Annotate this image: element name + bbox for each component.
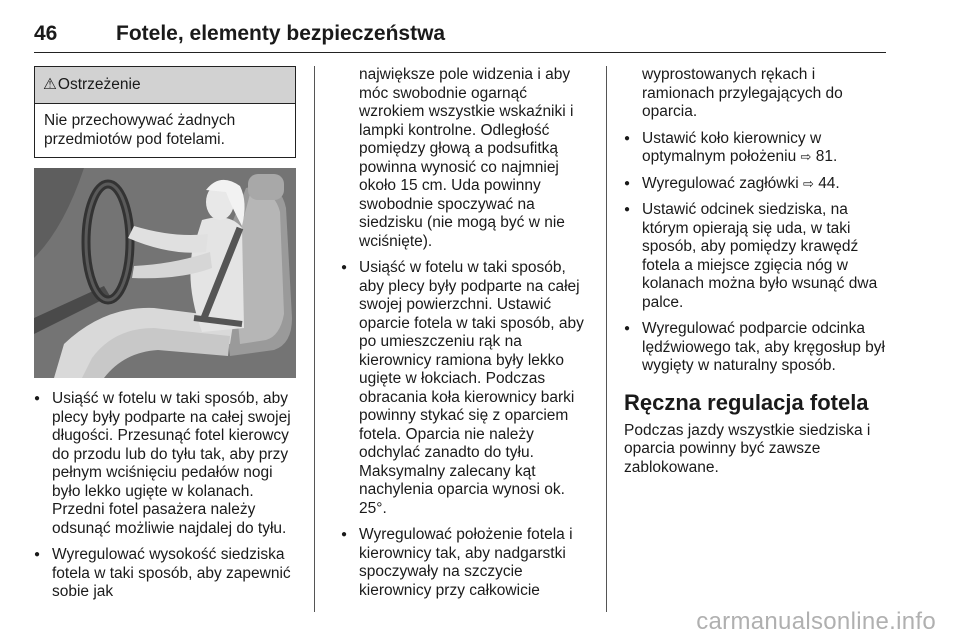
page-reference[interactable]: 44. <box>818 174 840 192</box>
column-1 <box>34 390 300 602</box>
page-header <box>34 22 886 53</box>
list-item: ● Wyregulować podparcie odcinka lędźwiowego tak, aby kręgosłup był wygięty w naturalny sposób. <box>624 320 890 376</box>
paragraph: Podczas jazdy wszystkie siedziska i oparcia powinny być zawsze zablokowane. <box>624 421 871 476</box>
instruction-list <box>34 390 300 602</box>
warning-box <box>34 66 296 158</box>
instruction-list <box>341 259 591 600</box>
list-item: ● Wyregulować wysokość siedziska fotela w taki sposób, aby zapewnić sobie jak <box>34 546 300 602</box>
list-item: ● Wyregulować położenie fotela i kierownicy tak, aby nadgarstki spoczywały na szczycie kierownicy przy całkowicie <box>341 526 591 600</box>
column-3 <box>624 66 890 477</box>
list-item: ● Usiąść w fotelu w taki sposób, aby plecy były podparte na całej swojej długości. Przesunąć fotel kierowcy do przodu lub do tyłu tak, aby przy pełnym wciśnięciu pedałów nogi było lekko ugięte w kolanach. Przedni fotel pasażera należy odsunąć możliwie najdalej do tyłu. <box>34 390 300 538</box>
instruction-list <box>624 130 890 376</box>
list-item <box>624 130 890 167</box>
list-item: ● Ustawić odcinek siedziska, na którym opierają się uda, w taki sposób, aby pomiędzy krawędź fotela a miejsce zgięcia nóg w kolanach można było wsunąć dwa palce. <box>624 201 890 312</box>
seating-position-illustration <box>34 168 296 378</box>
page-reference[interactable]: 81. <box>815 148 838 165</box>
list-item <box>624 175 890 194</box>
paragraph: największe pole widzenia i aby móc swobodnie ogarnąć wzrokiem wszystkie wskaźniki i lampki kontrolne. Odległość pomiędzy głową a podsufitką powinna wynosić co najmniej około 15 cm. Uda powinny swobodnie spoczywać na siedzisku (nie mogą być w nie wciśnięte). <box>359 66 574 250</box>
page-title: Fotele, elementy bezpieczeństwa <box>116 22 446 45</box>
warning-header <box>35 67 295 104</box>
section-heading: Ręczna regulacja fotela <box>624 389 869 415</box>
column-2 <box>341 66 591 600</box>
paragraph: wyprostowanych rękach i ramionach przylegających do oparcia. <box>642 66 843 120</box>
page-reference-arrow-icon: ⇨ <box>800 149 812 164</box>
warning-text: Nie przechowywać żadnych przedmiotów pod fotelami. <box>44 112 236 148</box>
column-divider <box>314 66 315 612</box>
column-divider <box>606 66 607 612</box>
list-item: ● Usiąść w fotelu w taki sposób, aby plecy były podparte na całej swojej powierzchni. Ustawić oparcie fotela w taki sposób, aby po umieszczeniu rąk na kierownicy ramiona były lekko ugięte w łokciach. Podczas obracania koła kierownicy barki powinny stykać się z oparciem fotela. Oparcia nie należy odchylać zanadto do tyłu. Maksymalny zalecany kąt nachylenia oparcia wynosi ok. 25°. <box>341 259 591 518</box>
list-item-text: Wyregulować zagłówki <box>642 174 799 192</box>
warning-triangle-icon: ⚠ <box>43 76 57 93</box>
warning-title: Ostrzeżenie <box>57 76 141 93</box>
page-number: 46 <box>34 22 58 45</box>
page-reference-arrow-icon: ⇨ <box>802 175 814 191</box>
list-item-text: Ustawić koło kierownicy w optymalnym położeniu <box>642 129 822 165</box>
watermark: carmanualsonline.info <box>696 608 936 635</box>
